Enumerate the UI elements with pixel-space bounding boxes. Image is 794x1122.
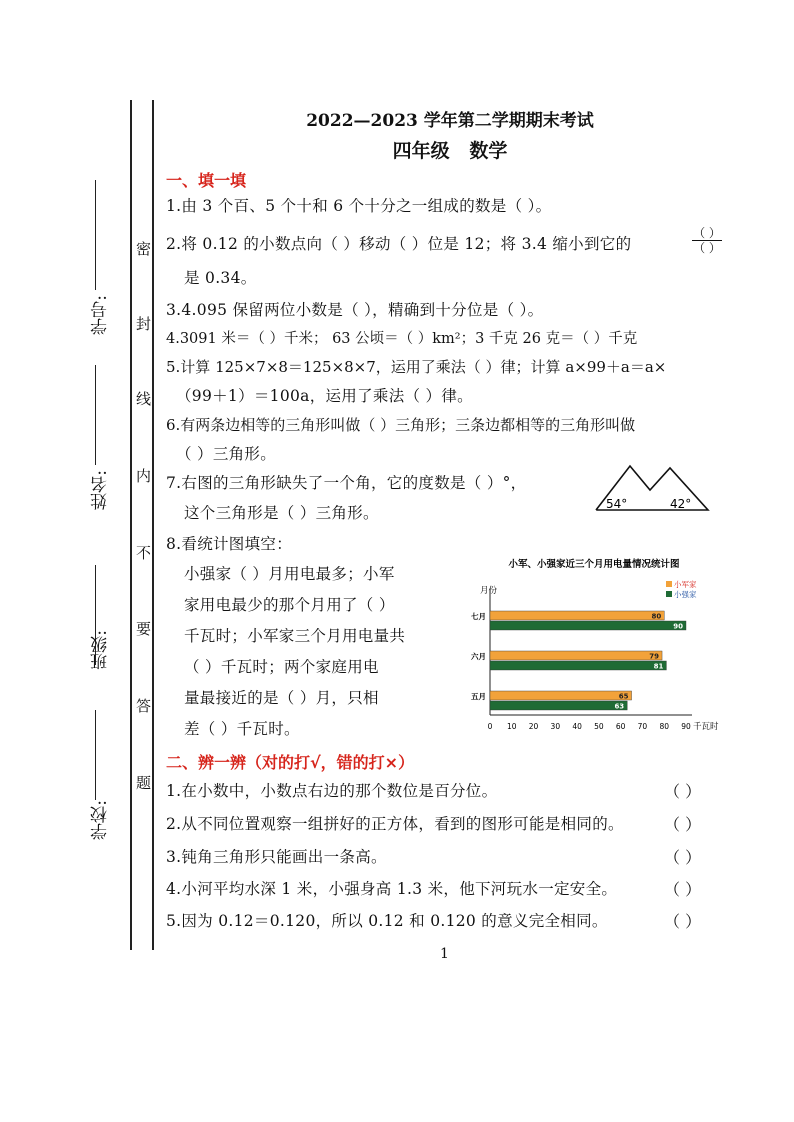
judge-answer-blank[interactable]: （ ） [664, 815, 702, 834]
category-label: 六月 [471, 652, 486, 661]
category-label: 五月 [471, 692, 486, 701]
x-tick-label: 40 [572, 722, 582, 731]
x-tick-label: 20 [528, 722, 539, 731]
x-tick-label: 70 [637, 722, 648, 731]
legend-swatch [666, 581, 672, 587]
question-6-cont: （ ）三角形。 [176, 445, 277, 463]
fraction-numerator: （ ） [693, 226, 721, 240]
electricity-usage-chart [460, 555, 730, 745]
question-7: 7.右图的三角形缺失了一个角，它的度数是（ ）°， [166, 474, 527, 492]
question-3: 3.4.095 保留两位小数是（ ），精确到十分位是（ ）。 [166, 301, 544, 319]
question-2-cont: 是 0.34。 [184, 269, 257, 287]
school-label: 学校: [91, 800, 111, 840]
school-blank[interactable] [95, 710, 96, 800]
bar-value-label: 81 [653, 662, 664, 671]
bar-value-label: 65 [618, 692, 629, 701]
x-tick-label: 90 [681, 722, 691, 731]
seal-char: 要 [136, 620, 152, 638]
bar-value-label: 80 [651, 612, 662, 621]
q8-line: 家用电最少的那个月用了（ ） [184, 596, 395, 614]
bar [490, 621, 686, 630]
legend-label: 小强家 [674, 590, 697, 599]
seal-char: 封 [136, 315, 152, 333]
judge-answer-blank[interactable]: （ ） [664, 880, 702, 899]
category-label: 七月 [471, 612, 486, 621]
chart-y-axis-label: 月份 [480, 586, 498, 596]
bar-value-label: 79 [649, 652, 660, 661]
bar [490, 611, 664, 620]
student-id-blank[interactable] [95, 180, 96, 290]
question-5: 5.计算 125×7×8＝125×8×7，运用了乘法（ ）律；计算 a×99＋a＝a× [166, 358, 667, 376]
seal-char: 内 [136, 467, 152, 485]
bar [490, 701, 627, 710]
name-label: 姓名: [91, 470, 111, 510]
question-4: 4.3091 米＝（ ）千米； 63 公顷＝（ ）km²；3 千克 26 克＝（ ）千克 [166, 331, 638, 347]
judge-item: 1.在小数中，小数点右边的那个数位是百分位。 [166, 782, 498, 800]
question-2: 2.将 0.12 的小数点向（ ）移动（ ）位是 12；将 3.4 缩小到它的 [166, 235, 632, 253]
angle-label-left: 54° [606, 497, 628, 511]
q8-line: 小强家（ ）月用电最多；小军 [184, 565, 395, 583]
seal-char: 题 [136, 774, 152, 792]
bar-value-label: 90 [673, 622, 683, 631]
bar [490, 651, 662, 660]
x-tick-label: 0 [487, 722, 493, 731]
q8-line: 量最接近的是（ ）月，只相 [184, 689, 379, 707]
broken-triangle-figure [590, 458, 714, 516]
x-tick-label: 30 [550, 722, 561, 731]
judge-answer-blank[interactable]: （ ） [664, 782, 702, 801]
bar [490, 661, 666, 670]
binding-line-inner [152, 100, 154, 950]
legend-label: 小军家 [674, 580, 697, 589]
section-heading-judge: 二、辨一辨（对的打√，错的打×） [166, 753, 415, 772]
seal-char: 不 [136, 544, 152, 562]
angle-label-right: 42° [670, 497, 692, 511]
question-7-cont: 这个三角形是（ ）三角形。 [184, 504, 379, 522]
x-tick-label: 50 [594, 722, 604, 731]
q8-line: 差（ ）千瓦时。 [184, 720, 300, 738]
seal-char: 线 [136, 390, 152, 408]
question-8: 8.看统计图填空： [166, 535, 292, 553]
exam-subtitle: 四年级 数学 [392, 140, 508, 162]
judge-item: 5.因为 0.12＝0.120，所以 0.12 和 0.120 的意义完全相同。 [166, 912, 608, 930]
question-1: 1.由 3 个百、5 个十和 6 个十分之一组成的数是（ ）。 [166, 197, 552, 215]
judge-item: 2.从不同位置观察一组拼好的正方体，看到的图形可能是相同的。 [166, 815, 624, 833]
x-tick-label: 80 [659, 722, 669, 731]
fraction-denominator: （ ） [693, 241, 721, 255]
q8-line: 千瓦时；小军家三个月用电量共 [184, 627, 406, 645]
binding-line-outer [130, 100, 132, 950]
student-id-label: 学号: [91, 295, 111, 335]
exam-title: 2022—2023 学年第二学期期末考试 [306, 111, 594, 131]
q8-line: （ ）千瓦时；两个家庭用电 [184, 658, 379, 676]
judge-item: 3.钝角三角形只能画出一条高。 [166, 848, 387, 866]
seal-char: 密 [136, 240, 152, 258]
question-5-cont: （99＋1）＝100a，运用了乘法（ ）律。 [176, 387, 473, 405]
judge-item: 4.小河平均水深 1 米，小强身高 1.3 米，他下河玩水一定安全。 [166, 880, 618, 898]
page-number: 1 [440, 946, 449, 962]
x-tick-label: 60 [615, 722, 626, 731]
chart-x-axis-label: 千瓦时 [693, 722, 719, 732]
x-tick-label: 10 [507, 722, 517, 731]
seal-char: 答 [136, 697, 152, 715]
fraction-blank[interactable] [692, 227, 722, 254]
question-6: 6.有两条边相等的三角形叫做（ ）三角形；三条边都相等的三角形叫做 [166, 416, 636, 434]
section-heading-fill: 一、填一填 [166, 171, 247, 190]
chart-title: 小军、小强家近三个月用电量情况统计图 [508, 559, 680, 570]
legend-swatch [666, 591, 672, 597]
judge-answer-blank[interactable]: （ ） [664, 912, 702, 931]
bar [490, 691, 632, 700]
class-label: 班级: [91, 630, 111, 670]
judge-answer-blank[interactable]: （ ） [664, 848, 702, 867]
name-blank[interactable] [95, 365, 96, 465]
bar-value-label: 63 [614, 702, 625, 711]
